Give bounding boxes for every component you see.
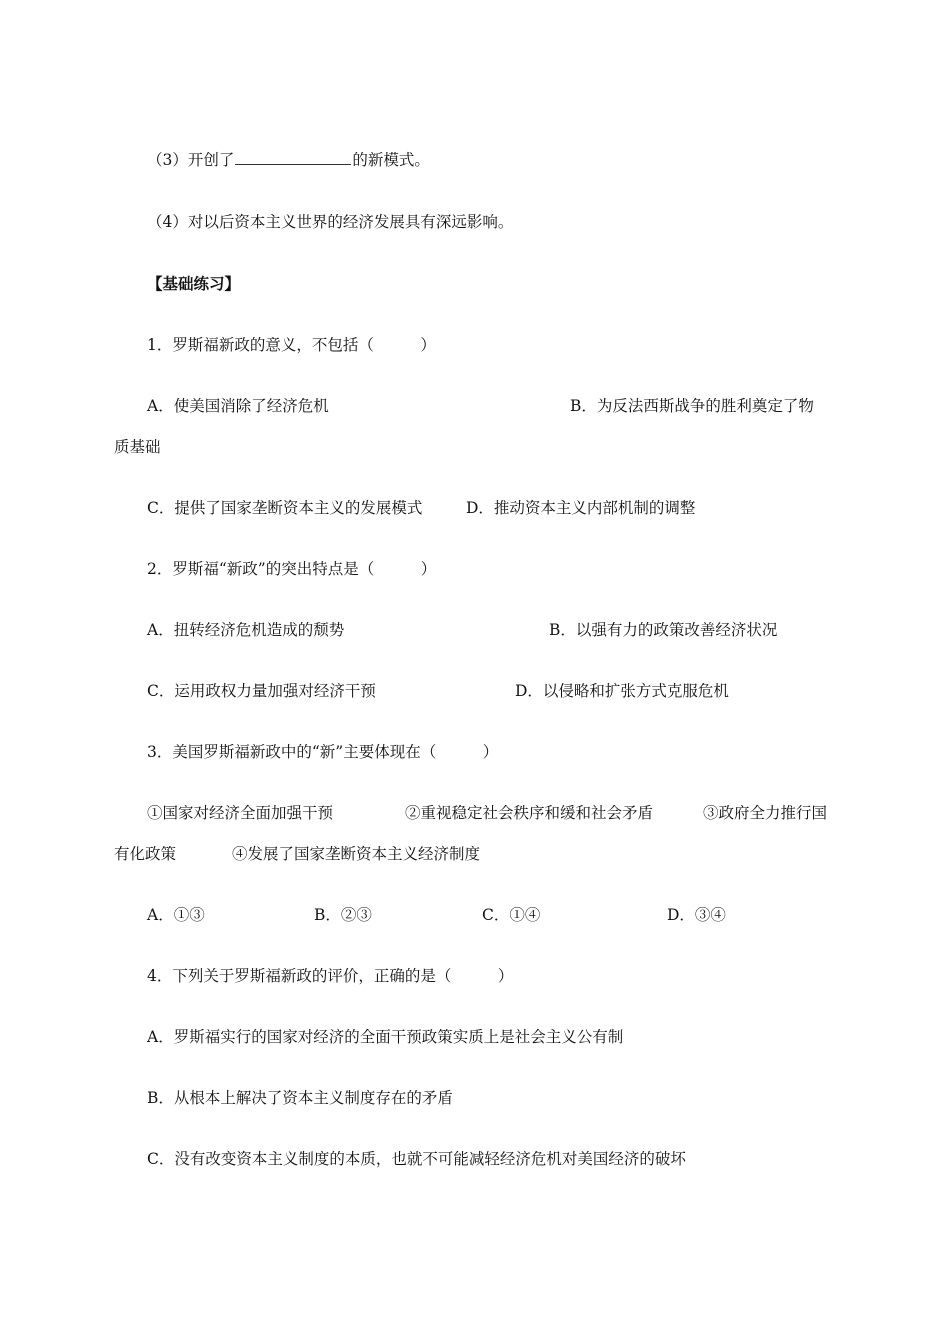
question-1-option-d: D．推动资本主义内部机制的调整 [466,499,696,517]
question-3-option-c: C．①④ [482,906,541,924]
question-1-option-b: B．为反法西斯战争的胜利奠定了物 [570,397,814,415]
question-2-option-b: B．以强有力的政策改善经济状况 [549,621,778,639]
question-2-stem: 2．罗斯福“新政”的突出特点是（ ） [147,560,437,578]
question-3-option-b: B．②③ [314,906,372,924]
question-1-stem: 1．罗斯福新政的意义，不包括（ ） [147,336,436,354]
question-4-option-c: C．没有改变资本主义制度的本质，也就不可能减轻经济危机对美国经济的破坏 [147,1150,686,1168]
point-3-text-a: （3）开创了 [147,151,235,169]
question-3-item-4: ④发展了国家垄断资本主义经济制度 [232,845,481,863]
fill-in-blank[interactable] [235,150,351,165]
question-2-option-d: D．以侵略和扩张方式克服危机 [515,682,729,700]
question-3-item-1: ①国家对经济全面加强干预 [147,804,334,822]
question-2-option-a: A．扭转经济危机造成的颓势 [147,621,345,639]
question-2-option-c: C．运用政权力量加强对经济干预 [147,682,376,700]
question-3-item-2: ②重视稳定社会秩序和缓和社会矛盾 [405,804,654,822]
question-1-option-a: A．使美国消除了经济危机 [147,397,329,415]
question-3-option-a: A．①③ [147,906,205,924]
question-1-option-b-continued: 质基础 [114,438,161,456]
question-3-item-3-continued: 有化政策 [114,845,177,863]
question-4-stem: 4．下列关于罗斯福新政的评价，正确的是（ ） [147,967,514,985]
question-4-option-a: A．罗斯福实行的国家对经济的全面干预政策实质上是社会主义公有制 [147,1028,624,1046]
point-3-text-b: 的新模式。 [352,151,430,169]
question-4-option-b: B．从根本上解决了资本主义制度存在的矛盾 [147,1089,453,1107]
section-title: 【基础练习】 [147,274,241,293]
question-3-option-d: D．③④ [667,906,726,924]
point-4: （4）对以后资本主义世界的经济发展具有深远影响。 [147,213,514,231]
question-3-item-3: ③政府全力推行国 [703,804,828,822]
point-3 [147,150,430,170]
question-3-stem: 3．美国罗斯福新政中的“新”主要体现在（ ） [147,743,499,761]
question-1-option-c: C．提供了国家垄断资本主义的发展模式 [147,499,423,517]
